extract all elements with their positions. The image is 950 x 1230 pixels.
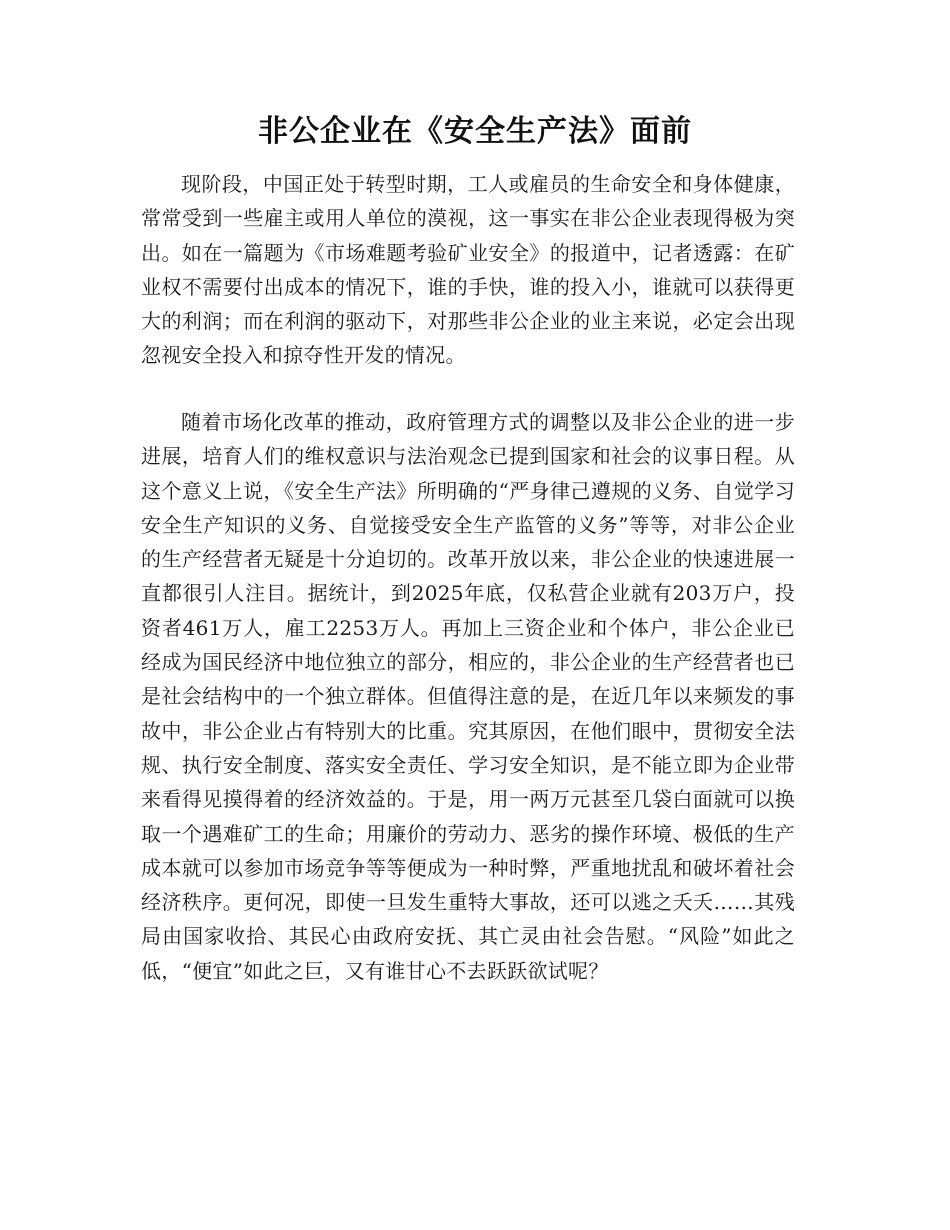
paragraph-1: 现阶段，中国正处于转型时期，工人或雇员的生命安全和身体健康，常常受到一些雇主或用人单位的漠视，这一事实在非公企业表现得极为突出。如在一篇题为《市场难题考验矿业安全》的报道中，记者透露：在矿业权不需要付出成本的情况下，谁的手快，谁的投入小，谁就可以获得更大的利润；而在利润的驱动下，对那些非公企业的业主来说，必定会出现忽视安全投入和掠夺性开发的情况。 [141,172,795,368]
paragraph-2: 随着市场化改革的推动，政府管理方式的调整以及非公企业的进一步进展，培育人们的维权意识与法治观念已提到国家和社会的议事日程。从这个意义上说，《安全生产法》所明确的“严身律己遵规的义务、自觉学习安全生产知识的义务、自觉接受安全生产监管的义务”等等，对非公企业的生产经营者无疑是十分迫切的。改革开放以来，非公企业的快速进展一直都很引人注目。据统计，到2025年底，仅私营企业就有203万户，投资者461万人，雇工2253万人。再加上三资企业和个体户，非公企业已经成为国民经济中地位独立的部分，相应的，非公企业的生产经营者也已是社会结构中的一个独立群体。但值得注意的是，在近几年以来频发的事故中，非公企业占有特别大的比重。究其原因，在他们眼中，贯彻安全法规、执行安全制度、落实安全责任、学习安全知识，是不能立即为企业带来看得见摸得着的经济效益的。于是，用一两万元甚至几袋白面就可以换取一个遇难矿工的生命；用廉价的劳动力、恶劣的操作环境、极低的生产成本就可以参加市场竞争等等便成为一种时弊，严重地扰乱和破坏着社会经济秩序。更何况，即使一旦发生重特大事故，还可以逃之夭夭……其残局由国家收拾、其民心由政府安抚、其亡灵由社会告慰。“风险”如此之低，“便宜”如此之巨，又有谁甘心不去跃跃欲试呢？ [141,410,795,983]
document-title: 非公企业在《安全生产法》面前 [258,114,692,149]
